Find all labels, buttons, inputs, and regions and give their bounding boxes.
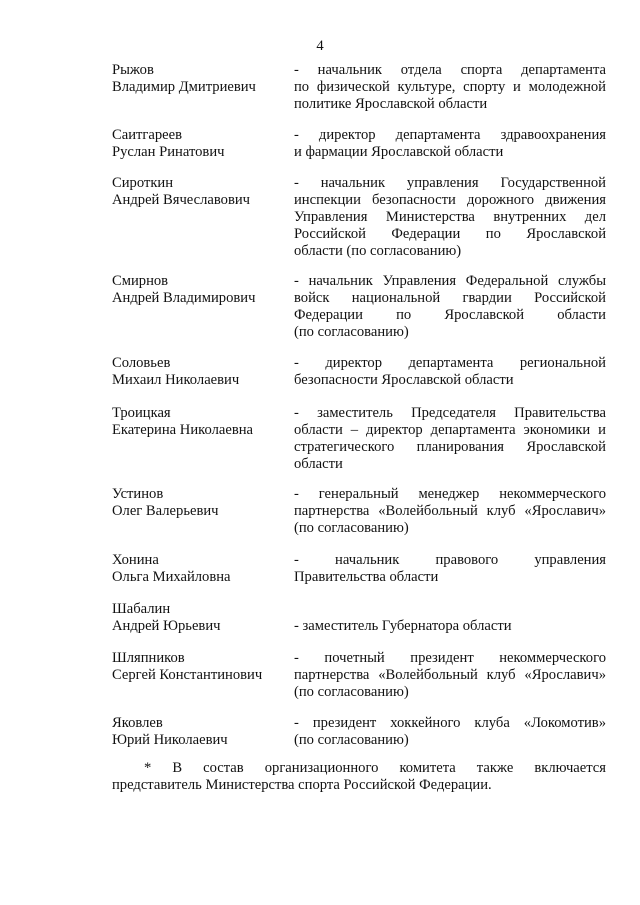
member-position — [294, 62, 606, 113]
member-name — [112, 355, 292, 389]
position-line: и фармации Ярославской области — [294, 144, 504, 160]
member-name — [112, 715, 292, 749]
member-surname: Хонина — [112, 552, 159, 568]
position-line: (по согласованию) — [294, 732, 409, 748]
position-line: партнерства «Волейбольный клуб «Ярославич» — [294, 503, 606, 519]
member-position — [294, 552, 606, 586]
member-position — [294, 127, 606, 161]
member-name — [112, 175, 292, 209]
member-name — [112, 601, 292, 635]
position-line: - начальник отдела спорта департамента — [294, 62, 606, 78]
position-line: - заместитель Председателя Правительства — [294, 405, 606, 421]
member-surname: Саитгареев — [112, 127, 183, 143]
member-given-name: Владимир Дмитриевич — [112, 79, 256, 95]
position-line: области (по согласованию) — [294, 243, 462, 259]
footnote-line: * В состав организационного комитета также включается — [144, 760, 606, 776]
member-given-name: Андрей Владимирович — [112, 290, 256, 306]
member-surname: Соловьев — [112, 355, 171, 371]
member-name — [112, 552, 292, 586]
member-surname: Сироткин — [112, 175, 174, 191]
member-surname: Шляпников — [112, 650, 185, 666]
position-line: - президент хоккейного клуба «Локомотив» — [294, 715, 606, 731]
member-given-name: Сергей Константинович — [112, 667, 263, 683]
member-position — [294, 175, 606, 260]
member-given-name: Андрей Юрьевич — [112, 618, 221, 634]
member-position — [294, 405, 606, 473]
position-line: Управления Министерства внутренних дел — [294, 209, 606, 225]
member-given-name: Юрий Николаевич — [112, 732, 228, 748]
position-line: области — [294, 456, 343, 472]
position-line: (по согласованию) — [294, 520, 409, 536]
position-line: - директор департамента здравоохранения — [294, 127, 606, 143]
footnote-line: представитель Министерства спорта Российской Федерации. — [112, 777, 492, 793]
member-name — [112, 62, 292, 96]
member-name — [112, 486, 292, 520]
member-surname: Яковлев — [112, 715, 163, 731]
member-surname: Троицкая — [112, 405, 171, 421]
position-line: - начальник Управления Федеральной службы — [294, 273, 606, 289]
position-line: - директор департамента региональной — [294, 355, 606, 371]
member-position — [294, 650, 606, 701]
member-position — [294, 715, 606, 749]
position-line: (по согласованию) — [294, 324, 409, 340]
position-line: войск национальной гвардии Российской — [294, 290, 606, 306]
member-name — [112, 273, 292, 307]
member-given-name: Олег Валерьевич — [112, 503, 219, 519]
position-line: (по согласованию) — [294, 684, 409, 700]
member-given-name: Ольга Михайловна — [112, 569, 231, 585]
member-surname: Устинов — [112, 486, 164, 502]
position-line: инспекции безопасности дорожного движения — [294, 192, 606, 208]
member-name — [112, 127, 292, 161]
position-line: - почетный президент некоммерческого — [294, 650, 606, 666]
member-position — [294, 618, 606, 635]
position-line: - начальник управления Государственной — [294, 175, 606, 191]
member-name — [112, 650, 292, 684]
member-given-name: Михаил Николаевич — [112, 372, 240, 388]
member-position — [294, 355, 606, 389]
member-surname: Смирнов — [112, 273, 169, 289]
member-name — [112, 405, 292, 439]
member-position — [294, 273, 606, 341]
position-line: партнерства «Волейбольный клуб «Ярославич» — [294, 667, 606, 683]
page-number: 4 — [316, 38, 324, 54]
position-line: Правительства области — [294, 569, 439, 585]
member-given-name: Руслан Ринатович — [112, 144, 225, 160]
position-line: Российской Федерации по Ярославской — [294, 226, 606, 242]
position-line: - генеральный менеджер некоммерческого — [294, 486, 606, 502]
position-line: безопасности Ярославской области — [294, 372, 514, 388]
position-line: Федерации по Ярославской области — [294, 307, 606, 323]
member-given-name: Екатерина Николаевна — [112, 422, 253, 438]
position-line: области – директор департамента экономики и — [294, 422, 606, 438]
position-line: - начальник правового управления — [294, 552, 606, 568]
position-line: по физической культуре, спорту и молодежной — [294, 79, 606, 95]
position-line: стратегического планирования Ярославской — [294, 439, 606, 455]
position-line: - заместитель Губернатора области — [294, 618, 512, 634]
member-surname: Шабалин — [112, 601, 171, 617]
footnote — [112, 760, 606, 794]
position-line: политике Ярославской области — [294, 96, 488, 112]
member-surname: Рыжов — [112, 62, 154, 78]
member-given-name: Андрей Вячеславович — [112, 192, 250, 208]
member-position — [294, 486, 606, 537]
